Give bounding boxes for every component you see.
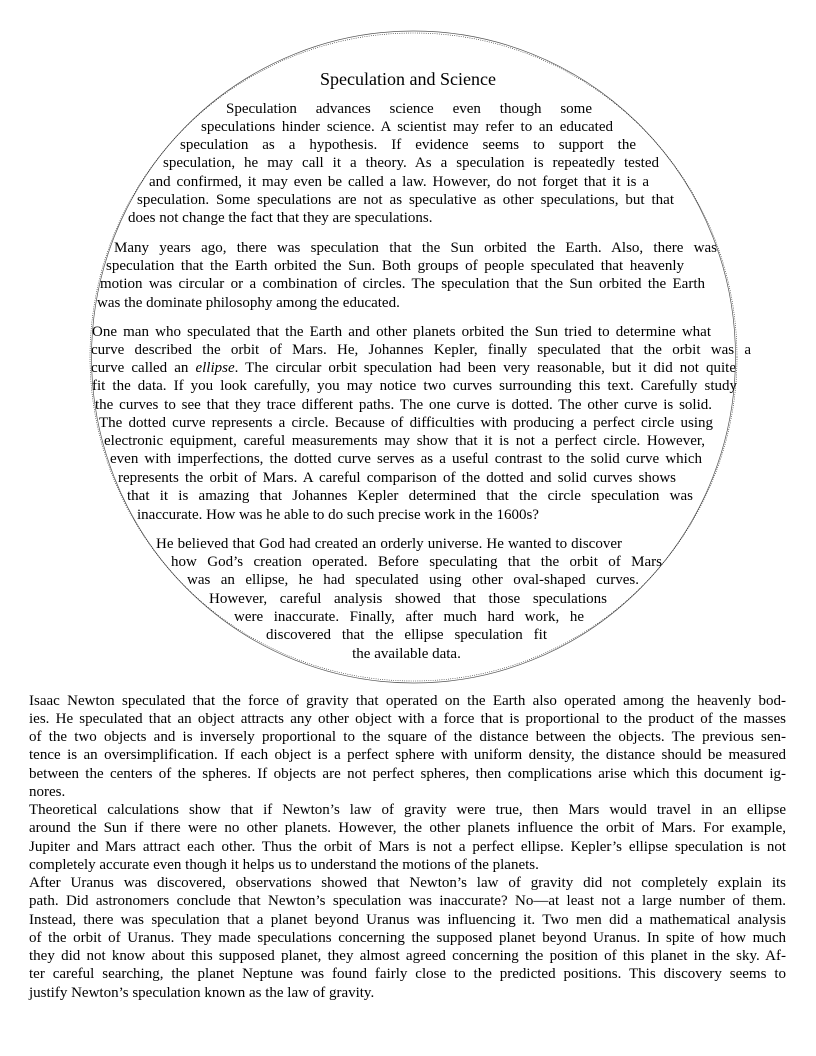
circle-line: was an ellipse, he had speculated using other oval-shaped curves. bbox=[187, 572, 639, 588]
circle-line: inaccurate. How was he able to do such precise work in the 1600s? bbox=[137, 507, 539, 523]
body-line: of the two objects and is inversely proportional to the square of the distance between the objects. The previous sen- bbox=[29, 729, 786, 745]
circle-line: speculation. Some speculations are not as speculative as other speculations, but that bbox=[137, 192, 674, 208]
body-line: Instead, there was speculation that a planet beyond Uranus was influencing it. Two men did a mathematical analysis bbox=[29, 912, 786, 928]
body-line: path. Did astronomers conclude that Newton’s speculation was inaccurate? No—at least not a large number of them. bbox=[29, 893, 786, 909]
page-title: Speculation and Science bbox=[320, 69, 496, 89]
body-line: justify Newton’s speculation known as the law of gravity. bbox=[29, 985, 375, 1001]
circle-line: discovered that the ellipse speculation fit bbox=[266, 627, 547, 643]
circle-line: speculation as a hypothesis. If evidence seems to support the bbox=[180, 137, 636, 153]
circle-line: the curves to see that they trace different paths. The one curve is dotted. The other curve is solid. bbox=[95, 397, 712, 413]
body-line: Isaac Newton speculated that the force of gravity that operated on the Earth also operated among the heavenly bod- bbox=[29, 693, 786, 709]
circle-line: and confirmed, it may even be called a law. However, do not forget that it is a bbox=[149, 174, 649, 190]
circle-line: One man who speculated that the Earth and other planets orbited the Sun tried to determine what bbox=[92, 324, 711, 340]
circle-line: speculation that the Earth orbited the Sun. Both groups of people speculated that heavenly bbox=[106, 258, 684, 274]
circle-line: represents the orbit of Mars. A careful comparison of the dotted and solid curves shows bbox=[118, 470, 676, 486]
circle-line: was the dominate philosophy among the educated. bbox=[97, 295, 400, 311]
circle-line: fit the data. If you look carefully, you may notice two curves surrounding this text. Carefully study bbox=[92, 378, 737, 394]
circle-line: Many years ago, there was speculation that the Sun orbited the Earth. Also, there was bbox=[114, 240, 717, 256]
circle-line-part: . The circular orbit speculation had been very reasonable, but it did not quite bbox=[234, 360, 737, 376]
circle-line: that it is amazing that Johannes Kepler determined that the circle speculation was bbox=[127, 488, 693, 504]
circle-line: speculations hinder science. A scientist may refer to an educated bbox=[201, 119, 613, 135]
body-line: After Uranus was discovered, observations showed that Newton’s law of gravity did not completely explain its bbox=[29, 875, 786, 891]
circle-line bbox=[91, 359, 736, 377]
circle-line: curve described the orbit of Mars. He, Johannes Kepler, finally speculated that the orbit was a bbox=[91, 342, 751, 358]
circle-line: motion was circular or a combination of circles. The speculation that the Sun orbited the Earth bbox=[100, 276, 705, 292]
circle-line: However, careful analysis showed that those speculations bbox=[209, 591, 607, 607]
ellipse-term: ellipse bbox=[195, 360, 235, 376]
body-line: around the Sun if there were no other planets. However, the other planets influence the orbit of Mars. For example, bbox=[29, 820, 786, 836]
circle-line: Speculation advances science even though some bbox=[226, 101, 592, 117]
circle-line: He believed that God had created an orderly universe. He wanted to discover bbox=[156, 536, 622, 552]
body-line: between the centers of the spheres. If objects are not perfect spheres, then complications arise which this document ig- bbox=[29, 766, 786, 782]
body-line: they did not know about this supposed planet, they almost agreed concerning the position of this planet in the sky. Af- bbox=[29, 948, 786, 964]
circle-line: even with imperfections, the dotted curve serves as a useful contrast to the solid curve which bbox=[110, 451, 702, 467]
body-line: tence is an oversimplification. If each object is a perfect sphere with uniform density, the distance should be measured bbox=[29, 747, 786, 763]
circle-line-part: curve called an bbox=[91, 360, 196, 376]
body-line: ies. He speculated that an object attracts any other object with a force that is proportional to the product of the masses bbox=[29, 711, 786, 727]
circle-line: electronic equipment, careful measurements may show that it is not a perfect circle. However, bbox=[104, 433, 705, 449]
body-line: of the orbit of Uranus. They made speculations concerning the supposed planet beyond Uranus. In spite of how much bbox=[29, 930, 786, 946]
circle-line: the available data. bbox=[352, 646, 461, 662]
circle-line: does not change the fact that they are speculations. bbox=[128, 210, 433, 226]
body-line: nores. bbox=[29, 784, 66, 800]
circle-line: were inaccurate. Finally, after much hard work, he bbox=[234, 609, 584, 625]
body-line: Theoretical calculations show that if Newton’s law of gravity were true, then Mars would travel in an ellipse bbox=[29, 802, 786, 818]
circle-line: speculation, he may call it a theory. As a speculation is repeatedly tested bbox=[163, 155, 659, 171]
circle-line: The dotted curve represents a circle. Because of difficulties with producing a perfect circle using bbox=[99, 415, 713, 431]
circle-line: how God’s creation operated. Before speculating that the orbit of Mars bbox=[171, 554, 662, 570]
body-line: ter careful searching, the planet Neptune was found fairly close to the predicted positions. This discovery seems to bbox=[29, 966, 786, 982]
body-line: Jupiter and Mars attract each other. Thus the orbit of Mars is not a perfect ellipse. Kepler’s ellipse speculation is not bbox=[29, 839, 786, 855]
body-line: completely accurate even though it helps us to understand the motions of the planets. bbox=[29, 857, 539, 873]
